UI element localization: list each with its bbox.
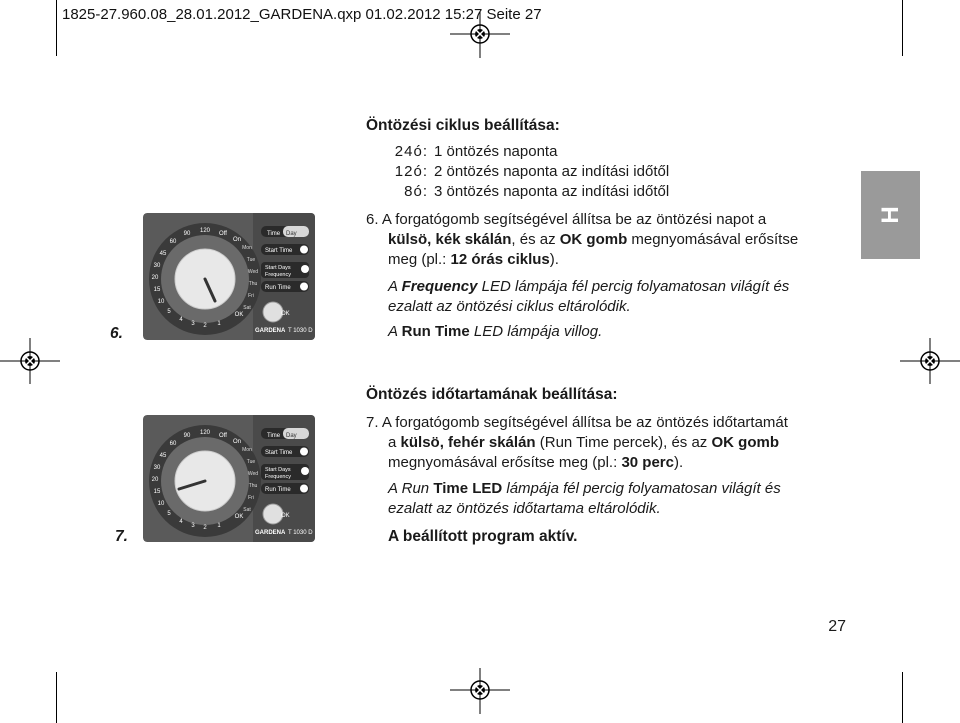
svg-text:Mon: Mon	[242, 447, 252, 453]
cycle-key: 12ó:	[394, 163, 428, 180]
svg-text:OK: OK	[281, 311, 290, 317]
figure-label: 7.	[115, 528, 128, 545]
svg-text:Tue: Tue	[246, 257, 256, 263]
svg-text:45: 45	[159, 453, 167, 459]
svg-text:10: 10	[157, 501, 165, 507]
svg-text:120: 120	[199, 228, 211, 234]
registration-mark-top-icon	[450, 12, 510, 58]
svg-text:Run Time: Run Time	[265, 487, 291, 493]
step-text: megnyomásával erősítse	[627, 231, 799, 248]
figure-label: 6.	[110, 325, 123, 342]
svg-text:1: 1	[217, 523, 221, 529]
svg-text:Thu: Thu	[248, 483, 258, 489]
svg-text:Tue: Tue	[246, 459, 256, 465]
svg-text:20: 20	[151, 477, 159, 483]
svg-text:On: On	[232, 439, 242, 445]
cycle-value: 3 öntözés naponta az indítási időtől	[434, 183, 670, 200]
step-emphasis: 30 perc	[621, 454, 674, 471]
svg-text:90: 90	[183, 231, 191, 237]
svg-text:3: 3	[191, 321, 195, 327]
svg-text:90: 90	[183, 433, 191, 439]
svg-text:15: 15	[153, 489, 161, 495]
note-text: LED lámpája fél percig folyamatosan világít és	[477, 278, 790, 295]
svg-text:Mon: Mon	[242, 245, 252, 251]
note-text: A	[388, 278, 402, 295]
note-runtime-stored	[388, 479, 848, 519]
note-runtime-blink	[388, 322, 602, 342]
svg-text:1: 1	[217, 321, 221, 327]
svg-text:Fri: Fri	[248, 293, 254, 299]
svg-text:Off: Off	[219, 433, 227, 439]
svg-text:15: 15	[153, 287, 161, 293]
svg-text:Run Time: Run Time	[265, 285, 291, 291]
svg-text:Off: Off	[219, 231, 227, 237]
step-text: megnyomásával erősítse meg (pl.:	[388, 454, 622, 471]
step-7-text	[366, 413, 846, 473]
svg-text:4: 4	[179, 519, 183, 525]
cycle-value: 2 öntözés naponta az indítási időtől	[434, 163, 670, 180]
file-info-header: 1825-27.960.08_28.01.2012_GARDENA.qxp 01.02.2012 15:27 Seite 27	[62, 6, 542, 23]
registration-mark-bottom-icon	[450, 668, 510, 714]
svg-text:Wed: Wed	[247, 471, 259, 477]
section-title-cycle: Öntözési ciklus beállítása:	[366, 117, 560, 134]
svg-text:Frequency: Frequency	[265, 474, 291, 480]
note-emphasis: Frequency	[401, 278, 478, 295]
svg-text:Fri: Fri	[248, 495, 254, 501]
note-text: ezalatt az öntözés időtartama eltárolódik.	[388, 500, 661, 517]
svg-text:Time: Time	[267, 433, 281, 439]
note-text: ezalatt az öntözési ciklus eltárolódik.	[388, 298, 631, 315]
step-emphasis: OK gomb	[559, 231, 628, 248]
note-text: A Run	[388, 480, 434, 497]
step-emphasis: 12 órás ciklus	[450, 251, 550, 268]
cycle-value: 1 öntözés naponta	[434, 143, 558, 160]
cycle-item	[380, 163, 669, 180]
crop-mark-top-left-vertical	[56, 0, 57, 56]
note-text: A	[388, 323, 402, 340]
svg-text:Day: Day	[286, 231, 297, 237]
svg-text:5: 5	[167, 511, 171, 517]
svg-text:Start Time: Start Time	[265, 248, 293, 254]
svg-text:10: 10	[157, 299, 165, 305]
step-text: meg (pl.:	[388, 251, 451, 268]
svg-text:T 1030 D: T 1030 D	[288, 328, 313, 334]
registration-mark-left-icon	[0, 338, 60, 384]
svg-text:30: 30	[153, 263, 161, 269]
svg-text:Start Time: Start Time	[265, 450, 293, 456]
controller-illustration	[143, 415, 315, 542]
controller-illustration	[143, 213, 315, 340]
crop-mark-bottom-right-vertical	[902, 672, 903, 723]
svg-text:60: 60	[169, 441, 177, 447]
step-line: A forgatógomb segítségével állítsa be az öntözési napot a	[381, 211, 767, 228]
svg-text:Time: Time	[267, 231, 281, 237]
note-text: LED lámpája villog.	[469, 323, 603, 340]
cycle-item	[380, 143, 557, 160]
step-6-text	[366, 210, 846, 270]
svg-text:2: 2	[203, 525, 207, 531]
svg-text:Wed: Wed	[247, 269, 259, 275]
svg-text:Sat: Sat	[243, 305, 251, 311]
svg-text:3: 3	[191, 523, 195, 529]
svg-text:GARDENA: GARDENA	[255, 530, 286, 536]
language-tab-label: H	[876, 206, 904, 224]
svg-text:2: 2	[203, 323, 207, 329]
svg-text:OK: OK	[234, 312, 244, 318]
svg-text:On: On	[232, 237, 242, 243]
step-text: ).	[673, 454, 684, 471]
registration-mark-right-icon	[900, 338, 960, 384]
svg-text:120: 120	[199, 430, 211, 436]
program-active-text: A beállított program aktív.	[388, 528, 578, 545]
note-emphasis: Run Time	[401, 323, 470, 340]
svg-text:T 1030 D: T 1030 D	[288, 530, 313, 536]
svg-text:OK: OK	[234, 514, 244, 520]
svg-text:Sat: Sat	[243, 507, 251, 513]
svg-text:GARDENA: GARDENA	[255, 328, 286, 334]
svg-text:Thu: Thu	[248, 281, 258, 287]
svg-text:Start Days: Start Days	[265, 265, 291, 271]
step-line: A forgatógomb segítségével állítsa be az öntözés időtartamát	[381, 414, 788, 431]
svg-text:Day: Day	[286, 433, 297, 439]
svg-text:5: 5	[167, 309, 171, 315]
page-number: 27	[828, 618, 846, 635]
section-title-runtime: Öntözés időtartamának beállítása:	[366, 386, 618, 403]
svg-text:60: 60	[169, 239, 177, 245]
svg-text:Start Days: Start Days	[265, 467, 291, 473]
crop-mark-top-right-vertical	[902, 0, 903, 56]
svg-text:30: 30	[153, 465, 161, 471]
controller-image	[143, 213, 315, 340]
step-emphasis: külsö, fehér skálán	[400, 434, 536, 451]
note-text: lámpája fél percig folyamatosan világít és	[502, 480, 781, 497]
cycle-item	[380, 183, 669, 200]
language-tab	[861, 171, 920, 259]
step-emphasis: OK gomb	[711, 434, 779, 451]
step-text: (Run Time percek), és az	[535, 434, 712, 451]
step-emphasis: külsö, kék skálán	[388, 231, 512, 248]
step-text: ).	[549, 251, 559, 268]
cycle-key: 24ó:	[394, 143, 428, 160]
svg-text:Frequency: Frequency	[265, 272, 291, 278]
svg-text:OK: OK	[281, 513, 290, 519]
step-number: 7.	[366, 414, 379, 431]
note-frequency	[388, 277, 848, 317]
note-emphasis: Time LED	[433, 480, 503, 497]
svg-text:20: 20	[151, 275, 159, 281]
controller-image	[143, 415, 315, 542]
step-number: 6.	[366, 211, 379, 228]
step-text: a	[388, 434, 401, 451]
cycle-key: 8ó:	[404, 183, 428, 200]
svg-text:45: 45	[159, 251, 167, 257]
svg-text:4: 4	[179, 317, 183, 323]
crop-mark-bottom-left-vertical	[56, 672, 57, 723]
step-text: , és az	[511, 231, 560, 248]
